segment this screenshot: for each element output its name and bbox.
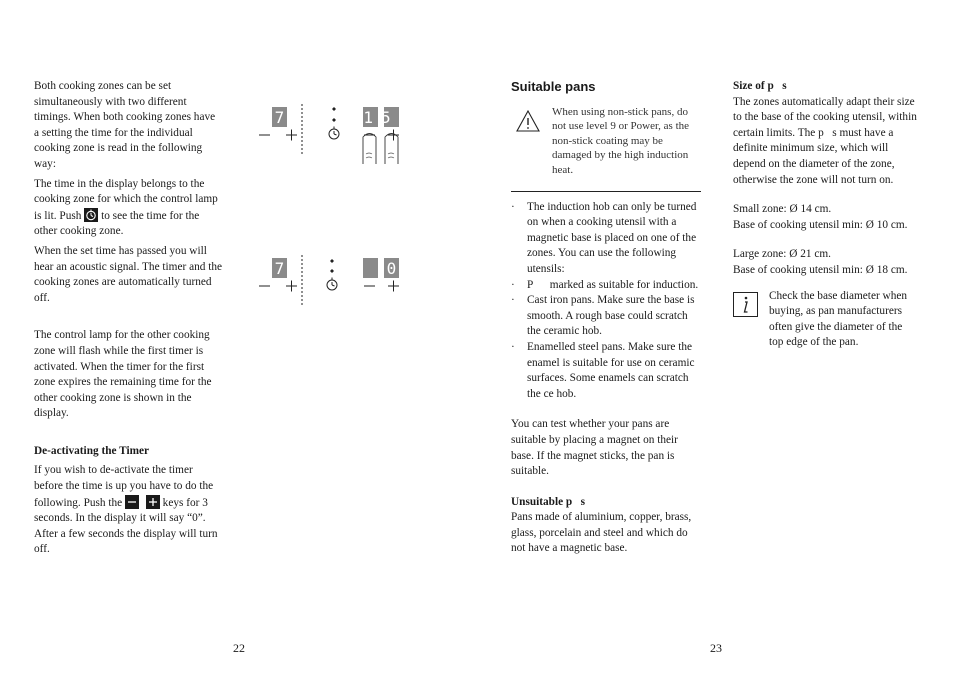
unsuitable-pans-heading: Unsuitable p s — [511, 495, 586, 508]
timer-paragraph-4: The control lamp for the other cooking zone will flash while the first timer is activated. When the timer for the first zone expires the remaining time for the other cooking zone is shown in the display. — [34, 329, 212, 420]
warning-triangle-icon — [515, 109, 541, 133]
large-zone-min-text: Base of cooking utensil min: Ø 18 cm. — [733, 263, 908, 276]
small-zone-min-text: Base of cooking utensil min: Ø 10 cm. — [733, 218, 908, 231]
deactivate-heading: De-activating the Timer — [34, 444, 150, 457]
finger-press-icon — [363, 134, 376, 165]
control-lamp-icon — [332, 107, 336, 122]
right-text-column — [733, 79, 919, 359]
right-display-digit: 0 — [386, 259, 397, 278]
list-item: · The induction hob can only be turned on when a cooking utensil with a magnetic base is placed on one of the zones. You can use the following utensils: — [511, 200, 697, 275]
middle-text-column — [511, 79, 701, 557]
list-item: · Cast iron pans. Make sure the base is smooth. A rough base could scratch the ceramic hob. — [511, 294, 695, 338]
timer-paragraph-2: The time in the display belongs to the cooking zone for which the control lamp is lit. Push to see the time for the other cooking zone. — [34, 177, 218, 238]
right-display-bg-1 — [363, 258, 378, 278]
timer-paragraph-5: If you wish to de-activate the timer before the time is up you have to do the following. Push the keys for 3 seconds. In the display it will say “0”. After a few seconds the display will turn off. — [34, 464, 218, 556]
timer-clock-icon — [327, 278, 337, 291]
timer-paragraph-3: When the set time has passed you will hear an acoustic signal. The timer and the cooking zones are automatically turned off. — [34, 244, 223, 304]
page-number-right: 23 — [710, 641, 722, 655]
control-panel-diagram-1 — [255, 104, 415, 168]
plus-key-icon — [146, 495, 160, 509]
suitable-pans-heading: Suitable pans — [511, 79, 596, 94]
minus-key-icon — [125, 495, 139, 509]
bullet-dot: · — [511, 200, 515, 213]
plus-icon — [388, 130, 399, 141]
right-display-digits: 15 — [363, 108, 399, 127]
page-number-left: 22 — [233, 641, 245, 655]
control-panel-diagram-2 — [255, 255, 415, 307]
magnet-test-paragraph: You can test whether your pans are suitable by placing a magnet on their base. If the magnet sticks, the pan is suitable. — [511, 418, 678, 478]
info-text: Check the base diameter when buying, as pan manufacturers often give the diameter of the top edge of the pan. — [769, 289, 908, 349]
bullet-dot: · — [511, 340, 515, 353]
small-zone-text: Small zone: Ø 14 cm. — [733, 203, 832, 216]
left-text-column — [34, 79, 222, 558]
info-icon — [733, 292, 758, 317]
list-item: · Enamelled steel pans. Make sure the enamel is suitable for use on ceramic surfaces. Some enamels can scratch the ce hob. — [511, 340, 695, 400]
warning-text: When using non-stick pans, do not use level 9 or Power, as the non-stick coating may be damaged by the high induction heat. — [552, 105, 690, 176]
plus-icon — [286, 130, 297, 141]
plus-icon — [388, 281, 399, 292]
pan-size-text: The zones automatically adapt their size to the base of the cooking utensil, within certain limits. The p s must have a definite minimum size, which will depend on the diameter of the zone, otherwise the zone will not turn on. — [733, 95, 920, 186]
list-item: · P marked as suitable for induction. — [511, 278, 701, 294]
left-display-digit: 7 — [274, 108, 285, 127]
utensil-list — [511, 200, 701, 403]
bullet-dot: · — [511, 278, 515, 291]
timer-key-icon — [84, 208, 98, 222]
unsuitable-pans-text: Pans made of aluminium, copper, brass, glass, porcelain and steel and which do not have a magnetic base. — [511, 511, 692, 555]
finger-press-icon — [385, 134, 398, 165]
timer-clock-icon — [329, 127, 339, 140]
warning-box — [511, 105, 701, 192]
plus-icon — [286, 281, 297, 292]
large-zone-text: Large zone: Ø 21 cm. — [733, 248, 831, 261]
timer-paragraph-1: Both cooking zones can be set simultaneously with two different timings. When both cooking zones have a setting the time for the individual cooking zone is read in the following way: — [34, 80, 216, 170]
pan-size-heading: Size of p s — [733, 80, 787, 92]
left-display-digit: 7 — [274, 259, 285, 278]
control-lamp-icon — [330, 259, 334, 273]
info-note — [733, 289, 919, 359]
bullet-dot: · — [511, 294, 515, 307]
